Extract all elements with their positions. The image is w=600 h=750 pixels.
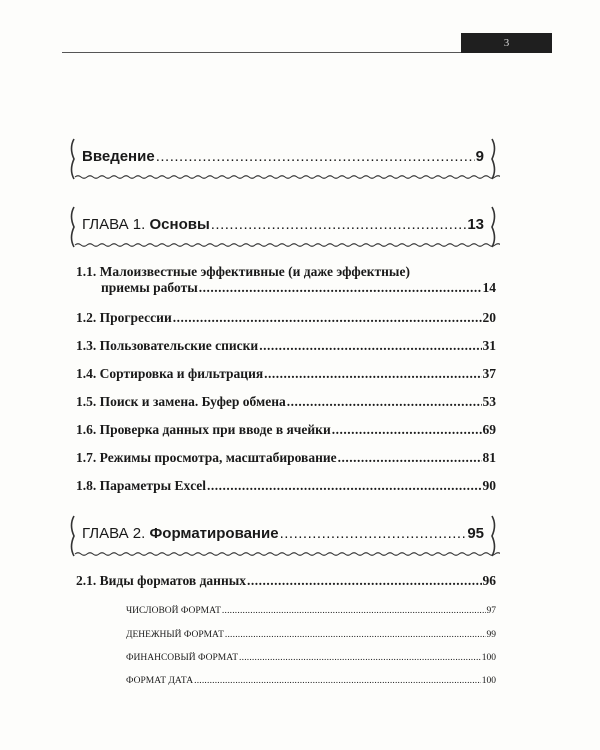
entry-title: Малоизвестные эффективные (и даже эффектные) [99, 264, 410, 279]
subentry-title: ДЕНЕЖНЫЙ ФОРМАТ [126, 630, 224, 640]
entry-title: Прогрессии [99, 310, 172, 325]
toc-entry-1-6[interactable] [76, 422, 496, 438]
leader-dots [287, 394, 482, 410]
subentry-page: 100 [481, 676, 496, 686]
subentry-title: ЧИСЛОВОЙ ФОРМАТ [126, 606, 221, 616]
chapter1-row [82, 216, 484, 233]
toc-subentry[interactable] [126, 606, 496, 616]
intro-page: 9 [475, 148, 484, 165]
subentry-title: ФИНАНСОВЫЙ ФОРМАТ [126, 653, 239, 663]
chapter1-title: Основы [149, 216, 210, 233]
leader-dots [280, 525, 467, 542]
leader-dots [332, 422, 482, 438]
toc-entry-1-2[interactable] [76, 310, 496, 326]
leader-dots [207, 478, 481, 494]
entry-number: 1.6. [76, 422, 97, 437]
subentry-page: 99 [486, 630, 496, 640]
entry-title: Пользовательские списки [99, 338, 259, 353]
entry-title: Параметры Excel [99, 478, 207, 493]
leader-dots [259, 338, 481, 354]
chapter2-row [82, 525, 484, 542]
leader-dots [156, 148, 475, 165]
entry-page: 90 [482, 478, 496, 493]
entry-number: 1.3. [76, 338, 97, 353]
intro-banner[interactable] [66, 137, 500, 181]
entry-page: 53 [482, 394, 496, 409]
toc-subentry[interactable] [126, 630, 496, 640]
entry-number: 1.8. [76, 478, 97, 493]
entry-title-cont: приемы работы [101, 280, 198, 295]
toc-subentry[interactable] [126, 653, 496, 663]
entry-page: 81 [482, 450, 496, 465]
subentry-title: ФОРМАТ ДАТА [126, 676, 194, 686]
header-rule [62, 52, 462, 53]
chapter1-page: 13 [467, 216, 484, 233]
entry-page: 20 [482, 310, 496, 325]
subentry-page: 97 [486, 606, 496, 616]
chapter2-title: Форматирование [149, 525, 279, 542]
toc-entry-1-4[interactable] [76, 366, 496, 382]
leader-dots [222, 606, 486, 616]
entry-number: 1.4. [76, 366, 97, 381]
leader-dots [247, 573, 481, 589]
leader-dots [225, 630, 486, 640]
entry-title: Поиск и замена. Буфер обмена [99, 394, 286, 409]
toc-entry-1-3[interactable] [76, 338, 496, 354]
chapter2-prefix: ГЛАВА 2. [82, 525, 146, 542]
leader-dots [264, 366, 481, 382]
subentry-page: 100 [481, 653, 496, 663]
entry-title: Проверка данных при вводе в ячейки [99, 422, 331, 437]
entry-number: 1.7. [76, 450, 97, 465]
chapter2-page: 95 [467, 525, 484, 542]
leader-dots [338, 450, 482, 466]
intro-title: Введение [82, 148, 155, 165]
entry-page: 37 [482, 366, 496, 381]
entry-page: 31 [482, 338, 496, 353]
toc-entry-1-7[interactable] [76, 450, 496, 466]
chapter2-banner[interactable] [66, 514, 500, 558]
entry-page: 14 [482, 280, 496, 295]
toc-entry-1-5[interactable] [76, 394, 496, 410]
leader-dots [173, 310, 482, 326]
toc-entry-1-8[interactable] [76, 478, 496, 494]
entry-title: Виды форматов данных [99, 573, 247, 588]
entry-page: 96 [482, 573, 496, 588]
entry-number: 1.5. [76, 394, 97, 409]
leader-dots [194, 676, 481, 686]
entry-title: Режимы просмотра, масштабирование [99, 450, 337, 465]
entry-page: 69 [482, 422, 496, 437]
leader-dots [239, 653, 481, 663]
entry-title: Сортировка и фильтрация [99, 366, 264, 381]
entry-number: 1.1. [76, 264, 97, 279]
entry-number: 2.1. [76, 573, 97, 588]
toc-entry-2-1[interactable] [76, 573, 496, 589]
entry-number: 1.2. [76, 310, 97, 325]
intro-row [82, 148, 484, 165]
page-number: 3 [461, 33, 552, 53]
toc-subentry[interactable] [126, 676, 496, 686]
toc-entry-1-1[interactable] [76, 264, 496, 296]
chapter1-prefix: ГЛАВА 1. [82, 216, 146, 233]
leader-dots [211, 216, 467, 233]
chapter1-banner[interactable] [66, 205, 500, 249]
leader-dots [199, 280, 482, 296]
